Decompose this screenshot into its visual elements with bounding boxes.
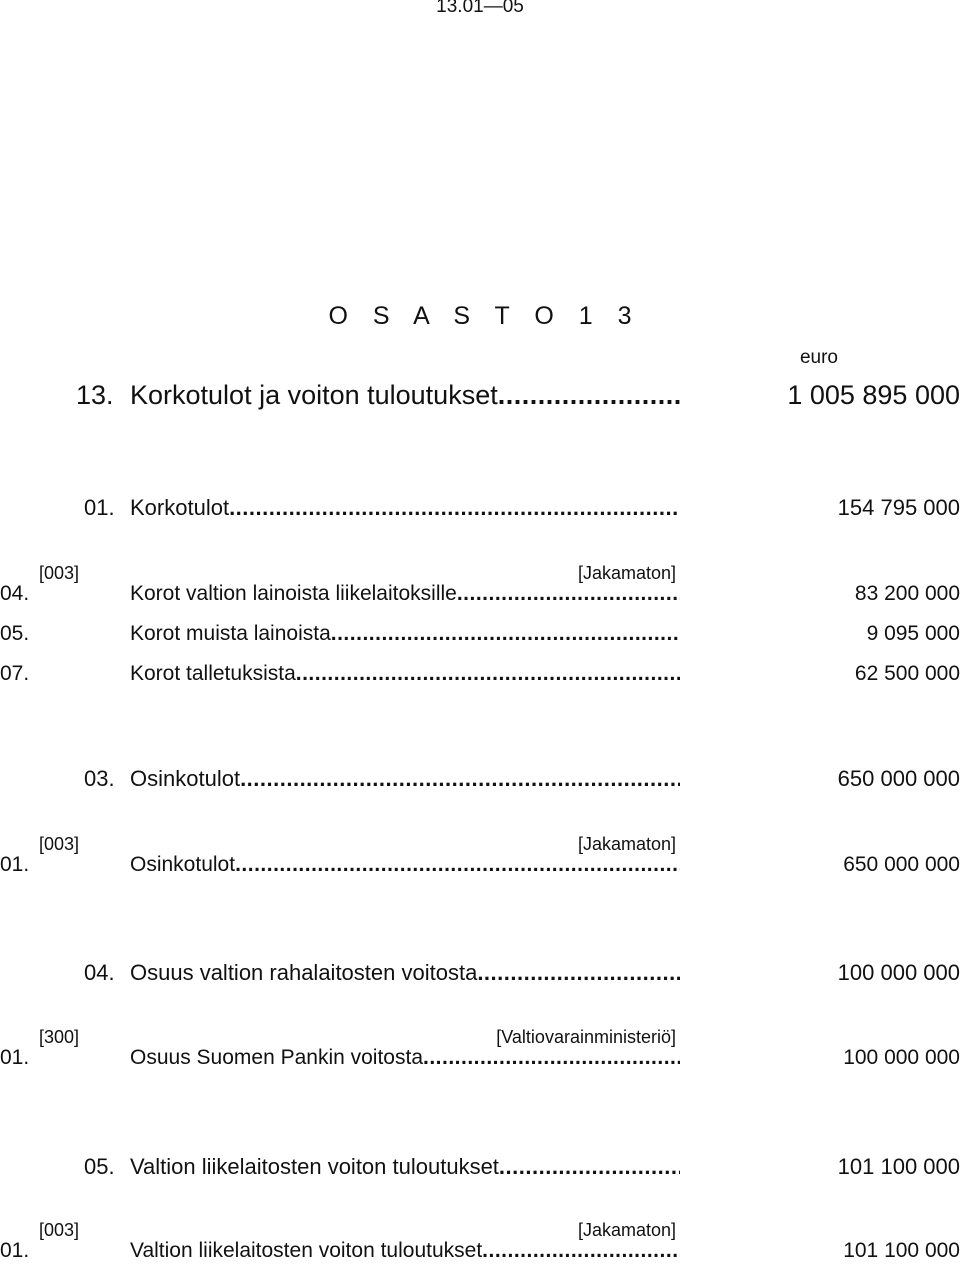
item-amount: 100 000 000 <box>843 1046 960 1069</box>
item-amount: 9 095 000 <box>866 622 960 645</box>
list-item <box>0 1046 960 1074</box>
item-title: Osinkotulot ..... <box>130 853 680 877</box>
account-code: [003] <box>39 1220 80 1240</box>
section-heading-row <box>0 495 960 525</box>
section-title: Osinkotulot ..... <box>130 766 680 792</box>
department-title: O S A S T O 1 3 <box>328 302 641 330</box>
item-title: Korot muista lainoista ..... <box>130 622 680 646</box>
section-number: 01. <box>84 495 115 520</box>
section-amount: 650 000 000 <box>837 766 960 791</box>
list-item <box>0 582 960 610</box>
item-amount: 650 000 000 <box>843 853 960 876</box>
item-number: 01. <box>0 853 30 876</box>
section-heading-row <box>0 766 960 796</box>
item-title: Valtion liikelaitosten voiton tuloutukset ..... <box>130 1239 680 1263</box>
item-number: 01. <box>0 1046 30 1069</box>
section-heading-row <box>0 1154 960 1184</box>
ministry-label: [Jakamaton] <box>577 563 676 583</box>
item-title: Korot talletuksista ..... <box>130 662 680 686</box>
ministry-label: [Jakamaton] <box>577 834 676 854</box>
section-number: 03. <box>84 766 115 791</box>
section-amount: 154 795 000 <box>837 495 960 520</box>
list-item <box>0 1239 960 1267</box>
main-heading-row <box>0 380 960 416</box>
main-heading-amount: 1 005 895 000 <box>787 380 960 410</box>
item-number: 05. <box>0 622 30 645</box>
main-heading-title: Korkotulot ja voiton tuloutukset ..... <box>130 380 680 411</box>
account-code: [300] <box>39 1027 80 1047</box>
section-number: 05. <box>84 1154 115 1179</box>
item-number: 07. <box>0 662 30 685</box>
section-title: Osuus valtion rahalaitosten voitosta ..... <box>130 960 680 986</box>
item-number: 04. <box>0 582 30 605</box>
section-amount: 101 100 000 <box>837 1154 960 1179</box>
section-number: 04. <box>84 960 115 985</box>
item-title: Korot valtion lainoista liikelaitoksille ..... <box>130 582 680 606</box>
item-amount: 62 500 000 <box>854 662 960 685</box>
list-item <box>0 853 960 881</box>
ministry-label: [Valtiovarainministeriö] <box>496 1027 676 1047</box>
section-title: Valtion liikelaitosten voiton tuloutukset ..... <box>130 1154 680 1180</box>
section-heading-row <box>0 960 960 990</box>
section-amount: 100 000 000 <box>837 960 960 985</box>
list-item <box>0 662 960 690</box>
item-amount: 101 100 000 <box>843 1239 960 1262</box>
main-heading-number: 13. <box>76 380 114 410</box>
account-code: [003] <box>39 834 80 854</box>
section-title: Korkotulot ..... <box>130 495 680 521</box>
page-header-reference: 13.01—05 <box>436 0 524 17</box>
account-code: [003] <box>39 563 80 583</box>
list-item <box>0 622 960 650</box>
item-title: Osuus Suomen Pankin voitosta ..... <box>130 1046 680 1070</box>
currency-unit-label: euro <box>799 347 838 368</box>
item-number: 01. <box>0 1239 30 1262</box>
item-amount: 83 200 000 <box>854 582 960 605</box>
ministry-label: [Jakamaton] <box>577 1220 676 1240</box>
